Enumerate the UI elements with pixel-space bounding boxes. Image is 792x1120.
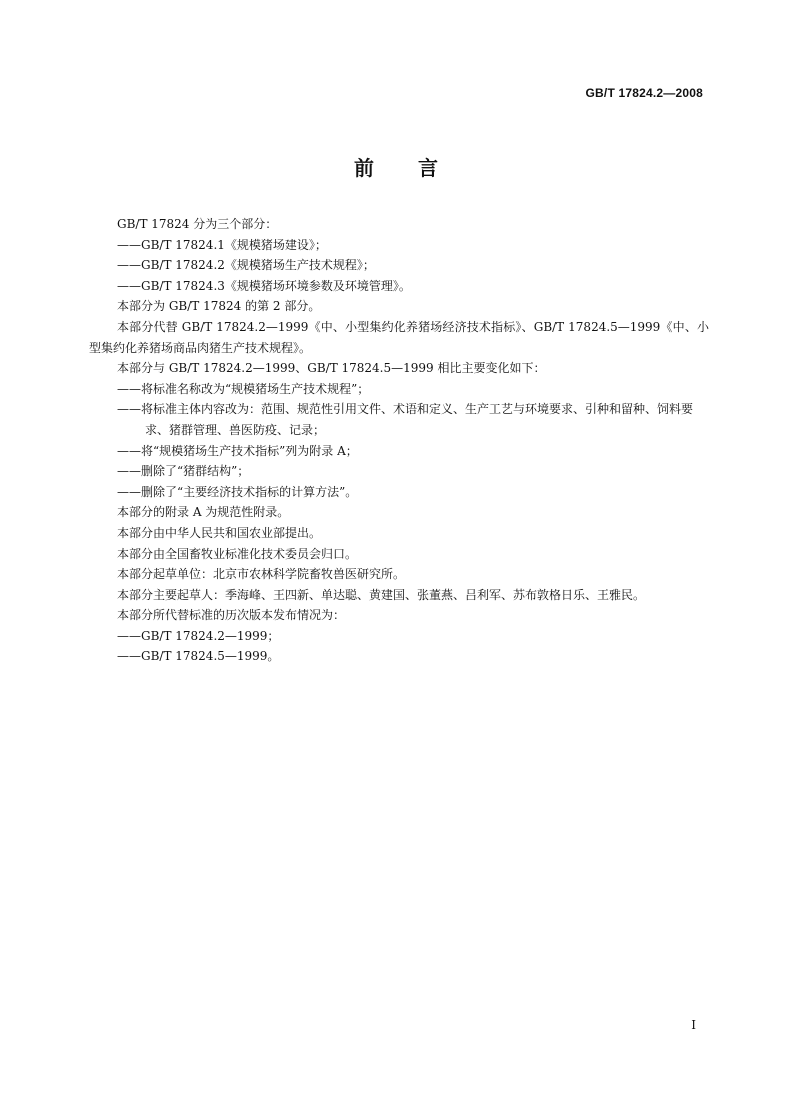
paragraph: 本部分起草单位：北京市农林科学院畜牧兽医研究所。 <box>117 567 406 582</box>
list-item: ——删除了“猪群结构”； <box>117 464 250 479</box>
paragraph: 本部分主要起草人：季海峰、王四新、单达聪、黄建国、张董燕、吕利军、苏布敦格日乐、王雅民。 <box>117 587 646 602</box>
page-number: I <box>691 1018 696 1032</box>
paragraph: 本部分所代替标准的历次版本发布情况为： <box>117 608 346 623</box>
list-item: ——GB/T 17824.5—1999。 <box>117 649 280 664</box>
paragraph: GB/T 17824 分为三个部分： <box>117 217 278 231</box>
list-item: ——GB/T 17824.3《规模猪场环境参数及环境管理》。 <box>117 278 411 293</box>
paragraph: 本部分的附录 A 为规范性附录。 <box>117 505 290 520</box>
list-item: ——GB/T 17824.1《规模猪场建设》； <box>117 237 327 252</box>
list-item: ——GB/T 17824.2—1999； <box>117 628 280 643</box>
title-char-2: 言 <box>418 156 438 180</box>
list-item: ——将“规模猪场生产技术指标”列为附录 A； <box>117 443 358 458</box>
paragraph: 本部分与 GB/T 17824.2—1999、GB/T 17824.5—1999 相比主要变化如下： <box>117 361 546 376</box>
title-char-1: 前 <box>354 156 374 180</box>
paragraph: 本部分由全国畜牧业标准化技术委员会归口。 <box>117 546 358 561</box>
paragraph: 本部分代替 GB/T 17824.2—1999《中、小型集约化养猪场经济技术指标》、GB/T 17824.5—1999《中、小型集约化养猪场商品肉猪生产技术规程》。 <box>89 319 709 355</box>
list-item: ——将标准主体内容改为：范围、规范性引用文件、术语和定义、生产工艺与环境要求、引种和留种、饲料要求、猪群管理、兽医防疫、记录； <box>117 402 694 437</box>
list-item: ——删除了“主要经济技术指标的计算方法”。 <box>117 484 358 499</box>
page-title <box>0 152 792 181</box>
list-item: ——GB/T 17824.2《规模猪场生产技术规程》； <box>117 258 375 273</box>
list-item: ——将标准名称改为“规模猪场生产技术规程”； <box>117 381 370 396</box>
paragraph: 本部分为 GB/T 17824 的第 2 部分。 <box>117 299 321 314</box>
foreword-body <box>89 214 709 667</box>
paragraph: 本部分由中华人民共和国农业部提出。 <box>117 525 322 540</box>
standard-number: GB/T 17824.2—2008 <box>585 86 703 100</box>
